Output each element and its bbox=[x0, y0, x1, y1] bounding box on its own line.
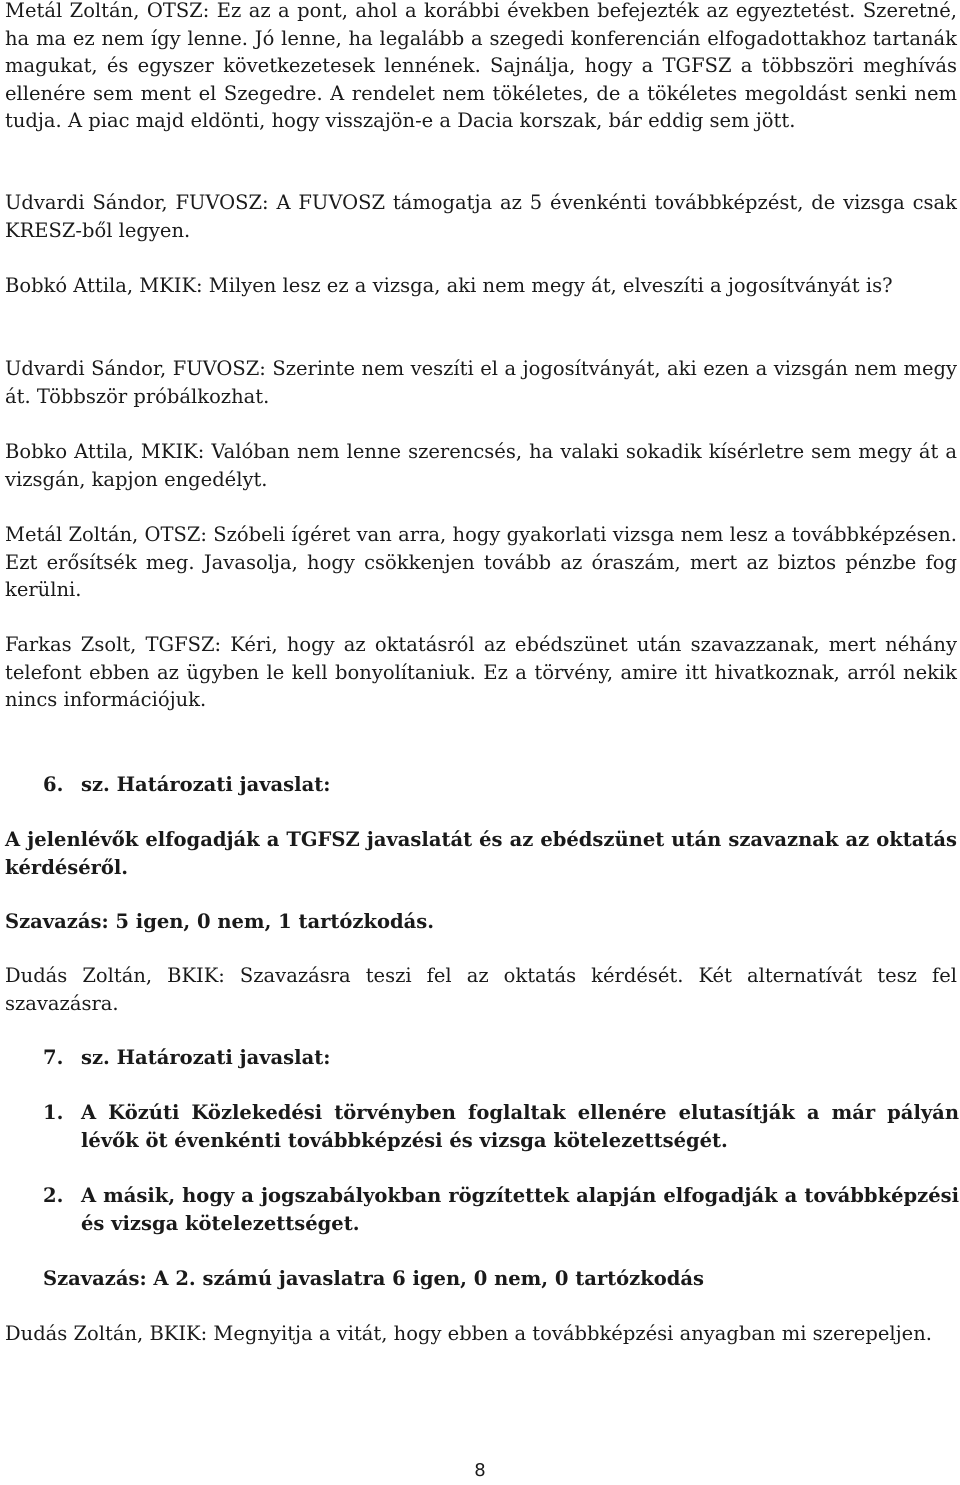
paragraph-metal-zoltan-1: Metál Zoltán, OTSZ: Ez az a pont, ahol a korábbi években befejezték az egyeztetést. Szeretné, ha ma ez nem így lenne. Jó lenne, ha legalább a szegedi konferencián elfogadottakhoz tartanák magukat, és egyszer következetesek lennének. Sajnálja, hogy a TGFSZ a többszöri meghívás ellenére sem ment el Szegedre. A rendelet nem tökéletes, de a tökéletes megoldást senki nem tudja. A piac majd eldönti, hogy visszajön-e a Dacia korszak, bár eddig sem jött. bbox=[5, 0, 957, 133]
option-number: 1. bbox=[43, 1101, 64, 1124]
option-text: A Közúti Közlekedési törvényben foglaltak ellenére elutasítják a már pályán lévők öt évenkénti továbbképzési és vizsga kötelezettségét. bbox=[81, 1101, 959, 1152]
resolution-6-vote: Szavazás: 5 igen, 0 nem, 1 tartózkodás. bbox=[5, 910, 435, 933]
resolution-7-option-2 bbox=[43, 1182, 959, 1237]
resolution-7-number: 7. bbox=[43, 1046, 64, 1069]
paragraph-dudas-zoltan-1: Dudás Zoltán, BKIK: Szavazásra teszi fel az oktatás kérdését. Két alternatívát tesz fel szavazásra. bbox=[5, 964, 957, 1015]
option-text: A másik, hogy a jogszabályokban rögzítettek alapján elfogadják a továbbképzési és vizsga kötelezettséget. bbox=[81, 1184, 959, 1235]
resolution-6-number: 6. bbox=[43, 773, 64, 796]
resolution-7-title: sz. Határozati javaslat: bbox=[81, 1046, 331, 1069]
paragraph-bobko-attila-2: Bobko Attila, MKIK: Valóban nem lenne szerencsés, ha valaki sokadik kísérletre sem megy át a vizsgán, kapjon engedélyt. bbox=[5, 440, 957, 491]
paragraph-bobko-attila-1: Bobkó Attila, MKIK: Milyen lesz ez a vizsga, aki nem megy át, elveszíti a jogosítványát is? bbox=[5, 274, 893, 297]
resolution-7-option-1 bbox=[43, 1099, 959, 1154]
option-number: 2. bbox=[43, 1184, 64, 1207]
paragraph-metal-zoltan-2: Metál Zoltán, OTSZ: Szóbeli ígéret van arra, hogy gyakorlati vizsga nem lesz a továbbképzésen. Ezt erősítsék meg. Javasolja, hogy csökkenjen tovább az óraszám, mert az biztos pénzbe fog kerülni. bbox=[5, 523, 957, 602]
resolution-6-text: A jelenlévők elfogadják a TGFSZ javaslatát és az ebédszünet után szavaznak az oktatás kérdéséről. bbox=[5, 828, 957, 879]
resolution-7-heading bbox=[43, 1044, 330, 1072]
paragraph-farkas-zsolt: Farkas Zsolt, TGFSZ: Kéri, hogy az oktatásról az ebédszünet után szavazzanak, mert néhány telefont ebben az ügyben le kell bonyolítaniuk. Ez a törvény, amire itt hivatkoznak, arról nekik nincs információjuk. bbox=[5, 633, 957, 712]
paragraph-dudas-zoltan-2: Dudás Zoltán, BKIK: Megnyitja a vitát, hogy ebben a továbbképzési anyagban mi szerepeljen. bbox=[5, 1322, 932, 1345]
resolution-6-heading bbox=[43, 771, 330, 799]
paragraph-udvardi-sandor-1: Udvardi Sándor, FUVOSZ: A FUVOSZ támogatja az 5 évenkénti továbbképzést, de vizsga csak KRESZ-ből legyen. bbox=[5, 191, 957, 242]
resolution-6-title: sz. Határozati javaslat: bbox=[81, 773, 331, 796]
paragraph-udvardi-sandor-2: Udvardi Sándor, FUVOSZ: Szerinte nem veszíti el a jogosítványát, aki ezen a vizsgán nem megy át. Többször próbálkozhat. bbox=[5, 357, 957, 408]
page-number: 8 bbox=[474, 1460, 486, 1481]
resolution-7-vote: Szavazás: A 2. számú javaslatra 6 igen, 0 nem, 0 tartózkodás bbox=[43, 1267, 705, 1290]
